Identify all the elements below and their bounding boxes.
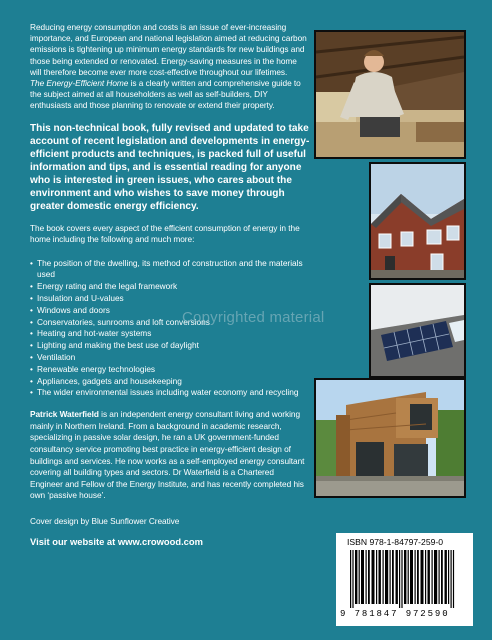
list-item: • Appliances, gadgets and housekeeping: [30, 376, 308, 388]
list-item: • The wider environmental issues including water economy and recycling: [30, 387, 308, 399]
book-title: The Energy-Efficient Home: [30, 78, 129, 89]
list-item: • Heating and hot-water systems: [30, 328, 308, 340]
list-item: • Insulation and U-values: [30, 293, 308, 305]
list-item: • Lighting and making the best use of daylight: [30, 340, 308, 352]
photo-solar-panel: [369, 283, 466, 378]
intro-paragraph: [30, 22, 308, 112]
photo-brick-houses: [369, 162, 466, 280]
list-item: • Windows and doors: [30, 305, 308, 317]
photo-loft-insulation: [314, 30, 466, 159]
barcode-digits: 9 781847 972590: [340, 609, 450, 619]
cover-design-credit: Cover design by Blue Sunflower Creative: [30, 516, 180, 526]
list-item: • Renewable energy technologies: [30, 364, 308, 376]
photo-modern-house: [314, 378, 466, 498]
isbn-label: ISBN 978-1-84797-259-0: [347, 537, 444, 547]
intro-text: Reducing energy consumption and costs is an issue of ever-increasing importance, and European and national legislation aimed at reducing carbon emissions is tightening up minimum energy standards for new buildings and those being extended or renovated. Energy-saving measures in the home will therefore become ever more cost-effective throughout our lifetimes.: [30, 22, 307, 77]
intro-text-continued: is a clearly written and comprehensive guide to the subject aimed at all householders as well as self-builders, DIY enthusiasts and those planning to renovate or extend their property.: [30, 78, 301, 111]
back-cover-text: [30, 22, 308, 547]
highlight-paragraph: This non-technical book, fully revised and updated to take account of recent legislation and developments in energy-efficient products and techniques, is packed full of useful information and tips, and is essential reading for anyone who is interested in green issues, who cares about the environment and who wishes to save money through greater domestic energy efficiency.: [30, 122, 310, 213]
list-item: • The position of the dwelling, its method of construction and the materials used: [30, 258, 308, 282]
list-item: • Energy rating and the legal framework: [30, 281, 308, 293]
list-item: • Conservatories, sunrooms and loft conversions: [30, 317, 308, 329]
website-link[interactable]: Visit our website at www.crowood.com: [30, 536, 203, 548]
author-bio-text: is an independent energy consultant living and working mainly in Northern Ireland. From a background in academic research, specializing in passive solar design, he ran a UK government-funded consultancy service promoting best practice in energy-efficient design of buildings and services. He now works as a self-employed energy consultant covering all building types and sectors. Dr Waterfield is a Chartered Engineer and Fellow of the Energy Institute, and has recently completed his own ‘passive house’.: [30, 409, 305, 501]
list-item: • Ventilation: [30, 352, 308, 364]
barcode-bars: [344, 550, 465, 608]
author-bio: [30, 409, 308, 502]
topic-list: [30, 258, 308, 400]
author-name: Patrick Waterfield: [30, 409, 99, 420]
watermark: Copyrighted material: [182, 309, 325, 326]
isbn-barcode: [336, 533, 473, 626]
covers-intro: The book covers every aspect of the efficient consumption of energy in the home including the following and much more:: [30, 223, 300, 245]
